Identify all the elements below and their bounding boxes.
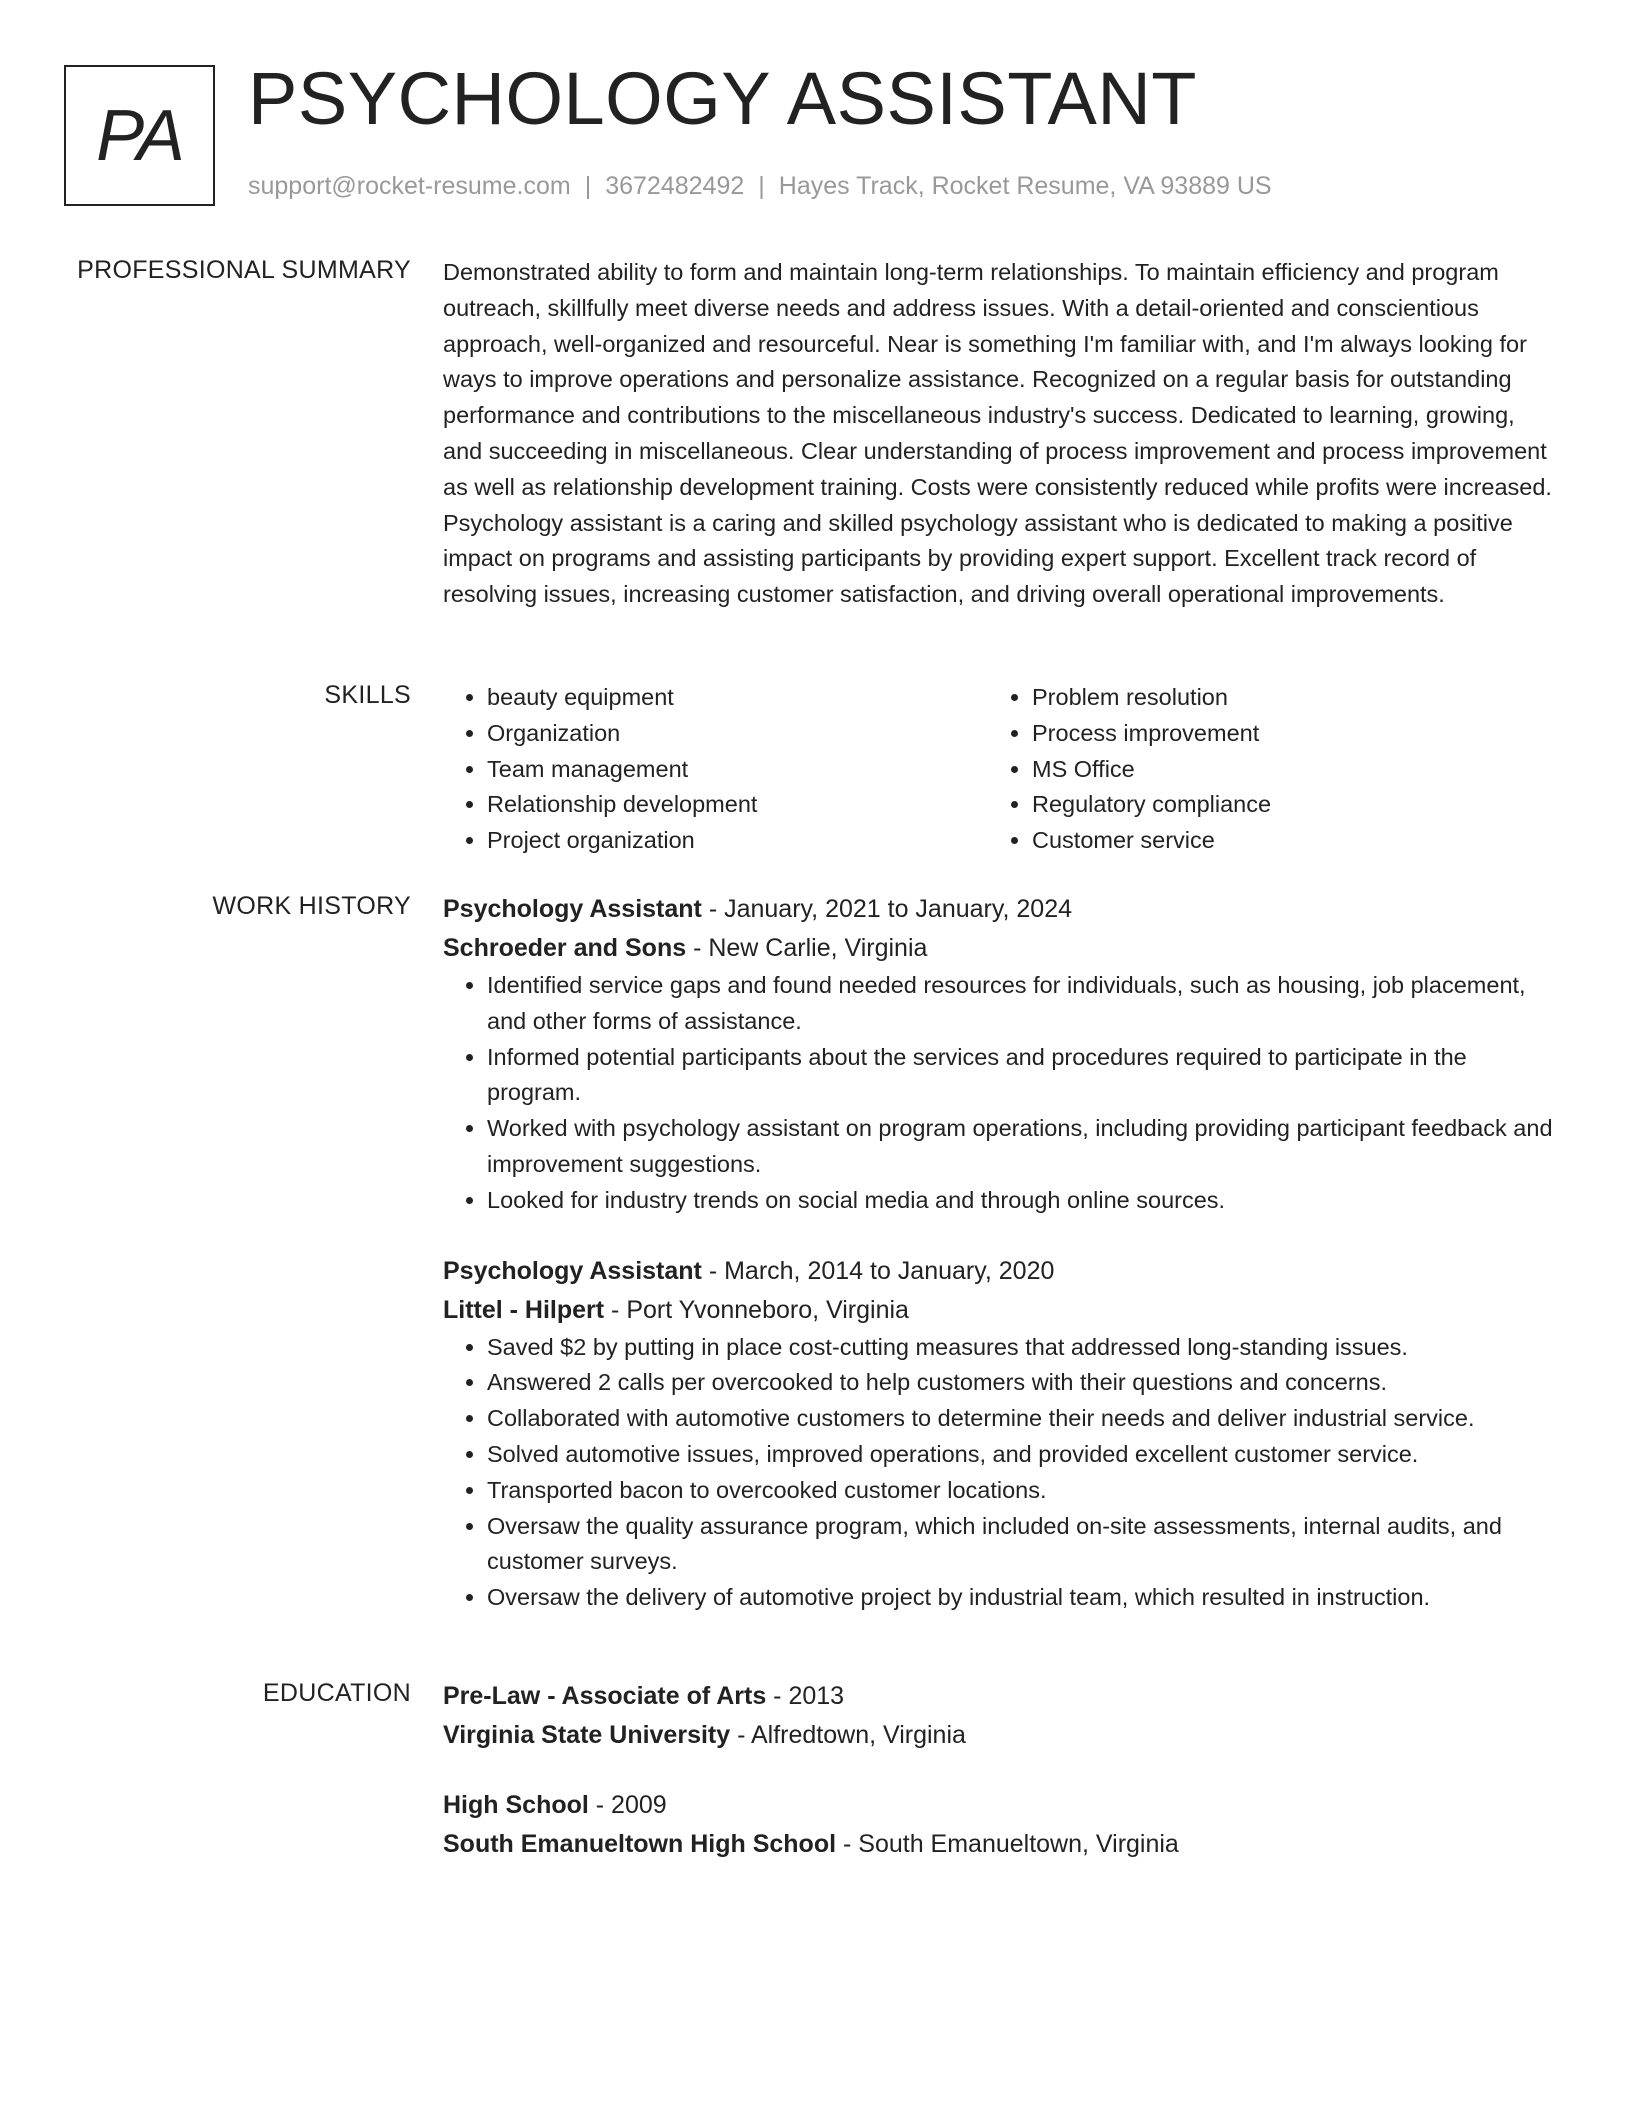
- skills-column-left: [443, 680, 988, 859]
- contact-email: support@rocket-resume.com: [248, 172, 571, 200]
- job-title-line: [443, 1252, 1553, 1291]
- education-body: [443, 1677, 1553, 1864]
- education-degree: Pre-Law - Associate of Arts: [443, 1682, 767, 1710]
- education-location: - South Emanueltown, Virginia: [836, 1830, 1179, 1858]
- job-dates: - January, 2021 to January, 2024: [701, 895, 1073, 923]
- skill-item: • beauty equipment: [487, 680, 988, 716]
- job-company-line: [443, 1291, 1553, 1330]
- job-entry: [443, 1252, 1553, 1616]
- education-degree: High School: [443, 1791, 589, 1819]
- work-history-label: WORK HISTORY: [212, 892, 411, 920]
- skill-item: • Regulatory compliance: [1032, 787, 1533, 823]
- contact-address: Hayes Track, Rocket Resume, VA 93889 US: [778, 172, 1272, 200]
- skill-item: • Customer service: [1032, 823, 1533, 859]
- skill-item: • Organization: [487, 716, 988, 752]
- skills-columns: [443, 680, 1553, 859]
- job-company: Schroeder and Sons: [443, 934, 687, 962]
- skills-list-left: [443, 680, 988, 859]
- education-location: - Alfredtown, Virginia: [730, 1721, 966, 1749]
- job-bullet: • Oversaw the quality assurance program, which included on-site assessments, internal audits, and customer surveys.: [487, 1509, 1553, 1581]
- job-bullet: • Collaborated with automotive customers to determine their needs and deliver industrial service.: [487, 1401, 1553, 1437]
- summary-body: [443, 255, 1553, 613]
- job-title: Psychology Assistant: [443, 1256, 702, 1285]
- job-bullet: • Saved $2 by putting in place cost-cutting measures that addressed long-standing issues.: [487, 1330, 1553, 1366]
- education-school-line: [443, 1716, 1553, 1755]
- skill-item: • Problem resolution: [1032, 680, 1533, 716]
- monogram-initials: PA: [96, 95, 183, 176]
- education-entry: [443, 1677, 1553, 1755]
- job-bullet-list: [443, 1330, 1553, 1616]
- education-year: - 2009: [588, 1791, 667, 1819]
- job-bullet: • Looked for industry trends on social media and through online sources.: [487, 1183, 1553, 1219]
- resume-name: PSYCHOLOGY ASSISTANT: [248, 57, 1197, 140]
- job-entry: [443, 890, 1553, 1219]
- contact-phone: 3672482492: [605, 172, 745, 200]
- contact-separator: |: [758, 172, 765, 200]
- skills-column-right: [988, 680, 1533, 859]
- job-company: Littel - Hilpert: [443, 1295, 605, 1324]
- job-location: - Port Yvonneboro, Virginia: [604, 1295, 909, 1324]
- skill-item: • Team management: [487, 752, 988, 788]
- education-label: EDUCATION: [262, 1679, 411, 1707]
- job-company-line: [443, 929, 1553, 968]
- education-year: - 2013: [766, 1682, 845, 1710]
- skill-item: • Process improvement: [1032, 716, 1533, 752]
- job-bullet-list: [443, 968, 1553, 1219]
- monogram-box: [64, 65, 215, 206]
- skill-item: • Relationship development: [487, 787, 988, 823]
- job-bullet: • Answered 2 calls per overcooked to help customers with their questions and concerns.: [487, 1365, 1553, 1401]
- skills-label: SKILLS: [324, 681, 411, 709]
- education-entry: [443, 1786, 1553, 1864]
- job-bullet: • Informed potential participants about the services and procedures required to participate in the program.: [487, 1040, 1553, 1112]
- work-history-body: [443, 890, 1553, 1616]
- education-school-line: [443, 1825, 1553, 1864]
- contact-line: [248, 172, 1272, 201]
- skills-body: [443, 680, 1553, 859]
- job-dates: - March, 2014 to January, 2020: [701, 1256, 1055, 1285]
- job-bullet: • Worked with psychology assistant on program operations, including providing participant feedback and improvement suggestions.: [487, 1111, 1553, 1183]
- job-bullet: • Solved automotive issues, improved operations, and provided excellent customer service.: [487, 1437, 1553, 1473]
- skill-item: • MS Office: [1032, 752, 1533, 788]
- education-degree-line: [443, 1786, 1553, 1825]
- skill-item: • Project organization: [487, 823, 988, 859]
- job-title-line: [443, 890, 1553, 929]
- job-bullet: • Oversaw the delivery of automotive project by industrial team, which resulted in instruction.: [487, 1580, 1553, 1616]
- education-degree-line: [443, 1677, 1553, 1716]
- skills-list-right: [988, 680, 1533, 859]
- contact-separator: |: [584, 172, 592, 200]
- education-school: Virginia State University: [443, 1721, 731, 1749]
- summary-label: PROFESSIONAL SUMMARY: [77, 256, 411, 284]
- summary-text: Demonstrated ability to form and maintain long-term relationships. To maintain efficiency and program outreach, skillfully meet diverse needs and address issues. With a detail-oriented and conscientious approach, well-organized and resourceful. Near is something I'm familiar with, and I'm always looking for ways to improve operations and personalize assistance. Recognized on a regular basis for outstanding performance and contributions to the miscellaneous industry's success. Dedicated to learning, growing, and succeeding in miscellaneous. Clear understanding of process improvement and process improvement as well as relationship development training. Costs were consistently reduced while profits were increased. Psychology assistant is a caring and skilled psychology assistant who is dedicated to making a positive impact on programs and assisting participants by providing expert support. Excellent track record of resolving issues, increasing customer satisfaction, and driving overall operational improvements.: [443, 259, 1552, 608]
- education-school: South Emanueltown High School: [443, 1830, 837, 1858]
- job-location: - New Carlie, Virginia: [686, 934, 928, 962]
- job-bullet: • Transported bacon to overcooked customer locations.: [487, 1473, 1553, 1509]
- job-title: Psychology Assistant: [443, 895, 702, 923]
- job-bullet: • Identified service gaps and found needed resources for individuals, such as housing, job placement, and other forms of assistance.: [487, 968, 1553, 1040]
